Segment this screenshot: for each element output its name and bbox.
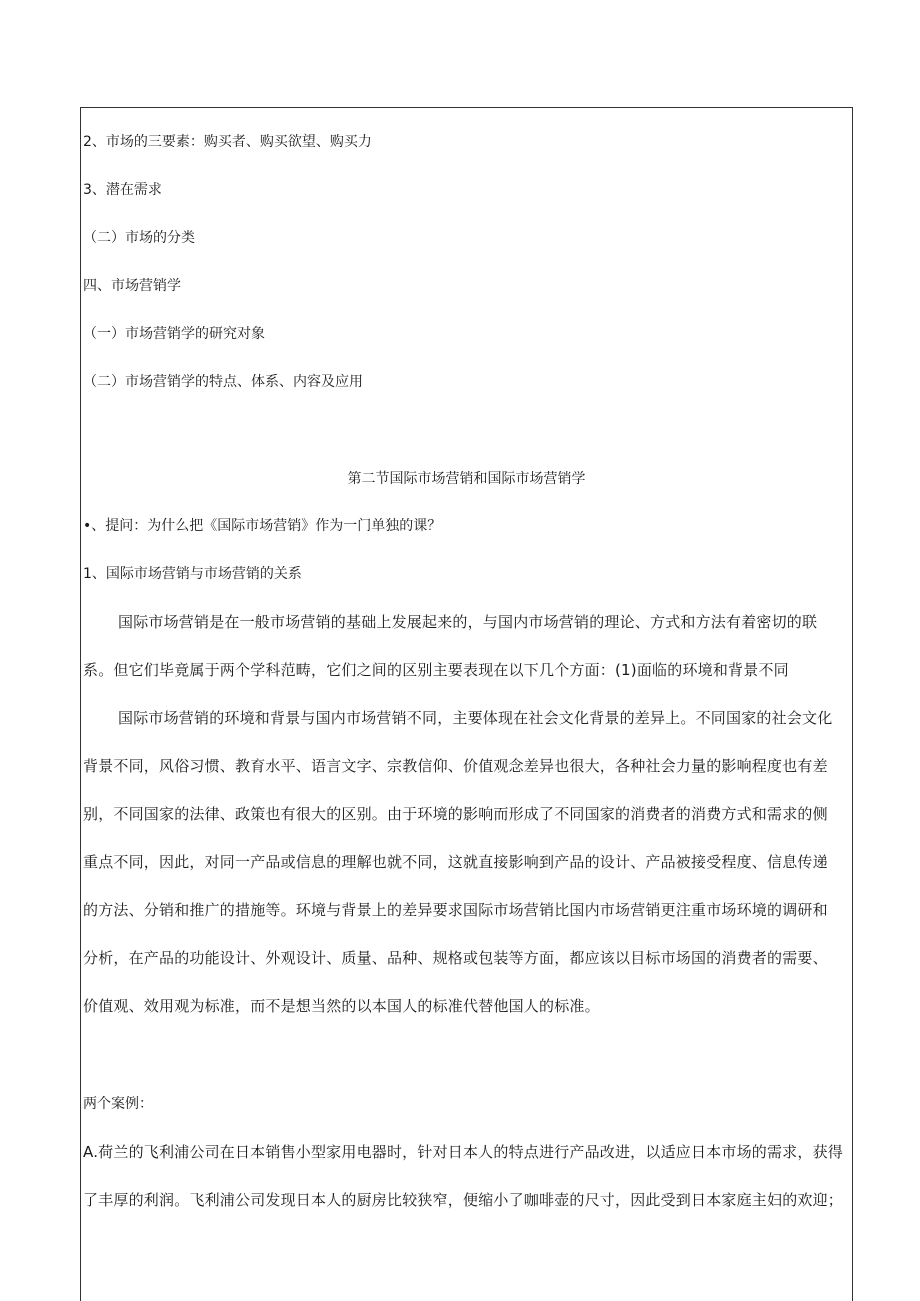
case-a-line: 了丰厚的利润。飞利浦公司发现日本人的厨房比较狭窄，便缩小了咖啡壶的尺寸，因此受到日本家庭主妇的欢迎； xyxy=(83,1191,844,1209)
subheading-research-object: （一）市场营销学的研究对象 xyxy=(83,326,265,342)
paragraph-line: 背景不同，风俗习惯、教育水平、语言文字、宗教信仰、价值观念差异也很大，各种社会力量的影响程度也有差 xyxy=(83,757,828,775)
subheading-relationship: 1、国际市场营销与市场营销的关系 xyxy=(83,566,302,582)
paragraph-line: 系。但它们毕竟属于两个学科范畴，它们之间的区别主要表现在以下几个方面：(1)面临的环境和背景不同 xyxy=(83,661,789,679)
list-item-latent-demand: 3、潜在需求 xyxy=(83,182,162,198)
section-title: 第二节国际市场营销和国际市场营销学 xyxy=(347,471,586,487)
table-cell-border xyxy=(80,107,853,1301)
paragraph-line: 国际市场营销的环境和背景与国内市场营销不同，主要体现在社会文化背景的差异上。不同国家的社会文化 xyxy=(118,709,833,727)
paragraph-line: 重点不同，因此，对同一产品或信息的理解也就不同，这就直接影响到产品的设计、产品被接受程度、信息传递 xyxy=(83,853,828,871)
case-a-line: A.荷兰的飞利浦公司在日本销售小型家用电器时，针对日本人的特点进行产品改进，以适应日本市场的需求，获得 xyxy=(83,1143,843,1161)
subheading-market-classification: （二）市场的分类 xyxy=(83,230,195,246)
paragraph-line: 国际市场营销是在一般市场营销的基础上发展起来的，与国内市场营销的理论、方式和方法有着密切的联 xyxy=(118,613,818,631)
section-heading-marketing: 四、市场营销学 xyxy=(83,278,181,294)
paragraph-line: 价值观、效用观为标准，而不是想当然的以本国人的标准代替他国人的标准。 xyxy=(83,997,600,1015)
subheading-features: （二）市场营销学的特点、体系、内容及应用 xyxy=(83,374,363,390)
paragraph-line: 的方法、分销和推广的措施等。环境与背景上的差异要求国际市场营销比国内市场营销更注重市场环境的调研和 xyxy=(83,901,828,919)
paragraph-line: 分析，在产品的功能设计、外观设计、质量、品种、规格或包装等方面，都应该以目标市场国的消费者的需要、 xyxy=(83,949,828,967)
question-line: •、提问：为什么把《国际市场营销》作为一门单独的课？ xyxy=(83,518,442,534)
cases-heading: 两个案例： xyxy=(83,1096,153,1112)
paragraph-line: 别，不同国家的法律、政策也有很大的区别。由于环境的影响而形成了不同国家的消费者的消费方式和需求的侧 xyxy=(83,805,828,823)
list-item-market-elements: 2、市场的三要素：购买者、购买欲望、购买力 xyxy=(83,134,372,150)
